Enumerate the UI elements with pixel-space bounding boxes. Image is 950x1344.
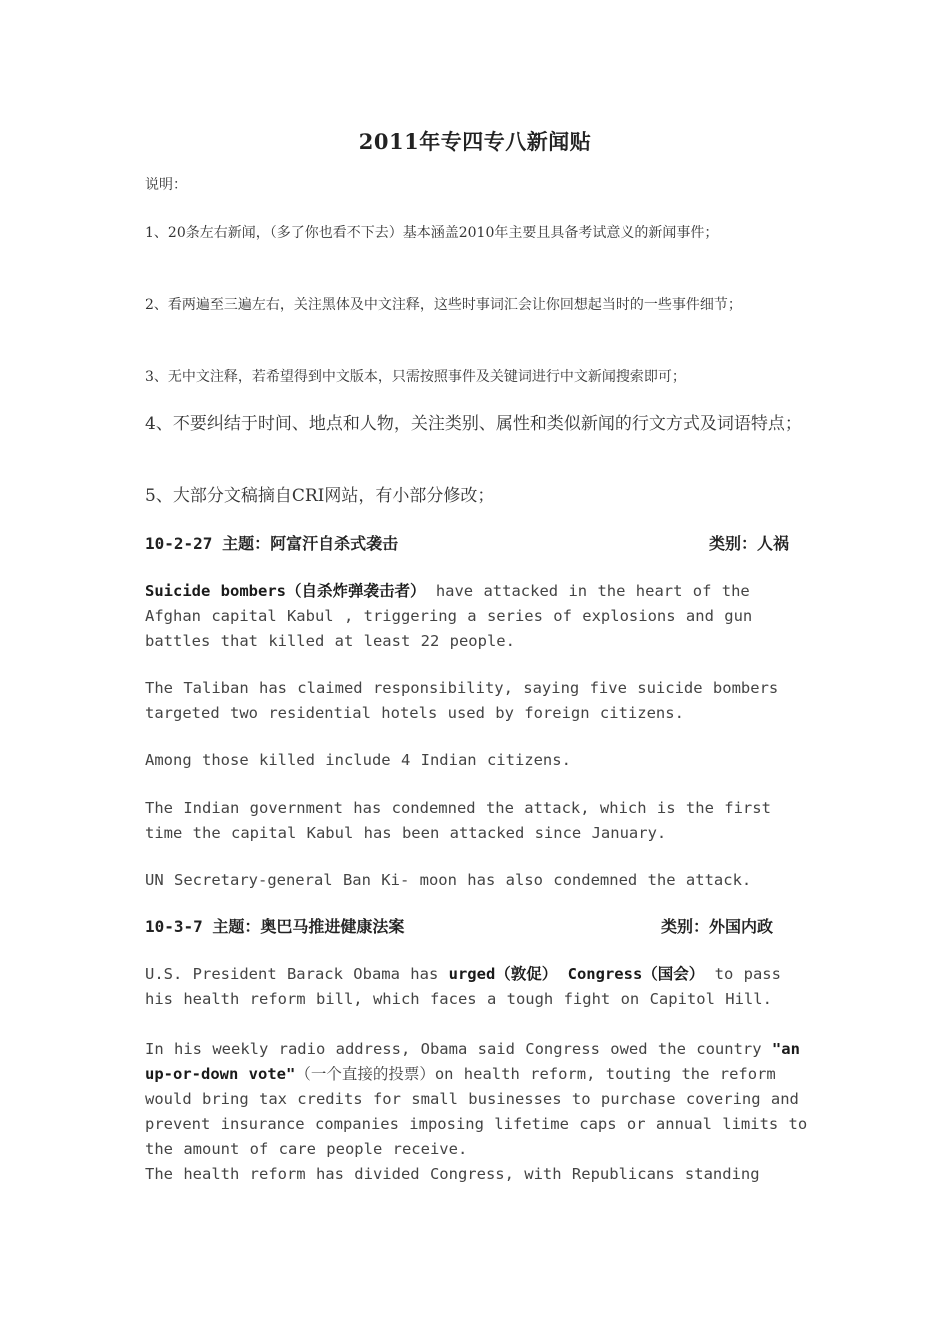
intro-label: 说明： xyxy=(145,177,187,193)
page-title: 2011年专四专八新闻贴 xyxy=(358,129,592,154)
article-2-p1-text-a: U.S. President Barack Obama has xyxy=(145,965,449,983)
article-1-heading: 10-2-27 主题：阿富汗自杀式袭击 xyxy=(145,534,399,553)
article-1-p1-text: have attacked in the heart of the Afghan capital Kabul , triggering a series of explosions and gun battles that killed at least 22 people. xyxy=(145,582,753,650)
article-2-heading: 10-3-7 主题：奥巴马推进健康法案 xyxy=(145,917,405,936)
article-1-keyword: Suicide bombers（自杀炸弹袭击者） xyxy=(145,582,426,600)
article-1-paragraph-4: The Indian government has condemned the attack, which is the first time the capital Kabul has been attacked since January. xyxy=(145,799,771,842)
article-2-category: 类别：外国内政 xyxy=(661,917,774,936)
article-2-p1-text-c: to pass his health reform bill, which faces a tough fight on Capitol Hill. xyxy=(145,965,781,1008)
note-5: 5、大部分文稿摘自CRI网站，有小部分修改； xyxy=(145,486,495,506)
article-1-paragraph-1 xyxy=(145,579,810,654)
note-2: 2、看两遍至三遍左右，关注黑体及中文注释，这些时事词汇会让你回想起当时的一些事件细节； xyxy=(145,297,742,313)
article-1-paragraph-3: Among those killed include 4 Indian citizens. xyxy=(145,751,571,769)
article-1-category: 类别：人祸 xyxy=(709,534,790,553)
article-2-p2-text-a: In his weekly radio address, Obama said Congress owed the country xyxy=(145,1040,772,1058)
article-2-paragraph-3: The health reform has divided Congress, with Republicans standing xyxy=(145,1165,760,1183)
article-2-keyword-congress: Congress（国会） xyxy=(567,965,705,983)
article-2-paragraph-1 xyxy=(145,962,810,1012)
article-2-p2-text-b: （一个直接的投票）on health reform, touting the reform would bring tax credits for small businesses to purchase covering and prevent insurance companies imposing lifetime caps or annual limits to the amount of care people receive. xyxy=(145,1065,808,1158)
note-1: 1、20条左右新闻，（多了你也看不下去）基本涵盖2010年主要且具备考试意义的新闻事件； xyxy=(145,225,719,241)
article-1-paragraph-5: UN Secretary-general Ban Ki- moon has also condemned the attack. xyxy=(145,871,752,889)
note-4: 4、不要纠结于时间、地点和人物，关注类别、属性和类似新闻的行文方式及词语特点； xyxy=(145,414,802,434)
article-1-paragraph-2: The Taliban has claimed responsibility, saying five suicide bombers targeted two residential hotels used by foreign citizens. xyxy=(145,679,779,722)
article-2-paragraph-2 xyxy=(145,1037,810,1162)
note-3: 3、无中文注释，若希望得到中文版本，只需按照事件及关键词进行中文新闻搜索即可； xyxy=(145,369,686,385)
article-2-p1-space xyxy=(557,965,567,983)
article-2-keyword-urged: urged（敦促） xyxy=(448,965,558,983)
article-2-keyword-vote: "an up-or-down vote" xyxy=(145,1040,800,1083)
